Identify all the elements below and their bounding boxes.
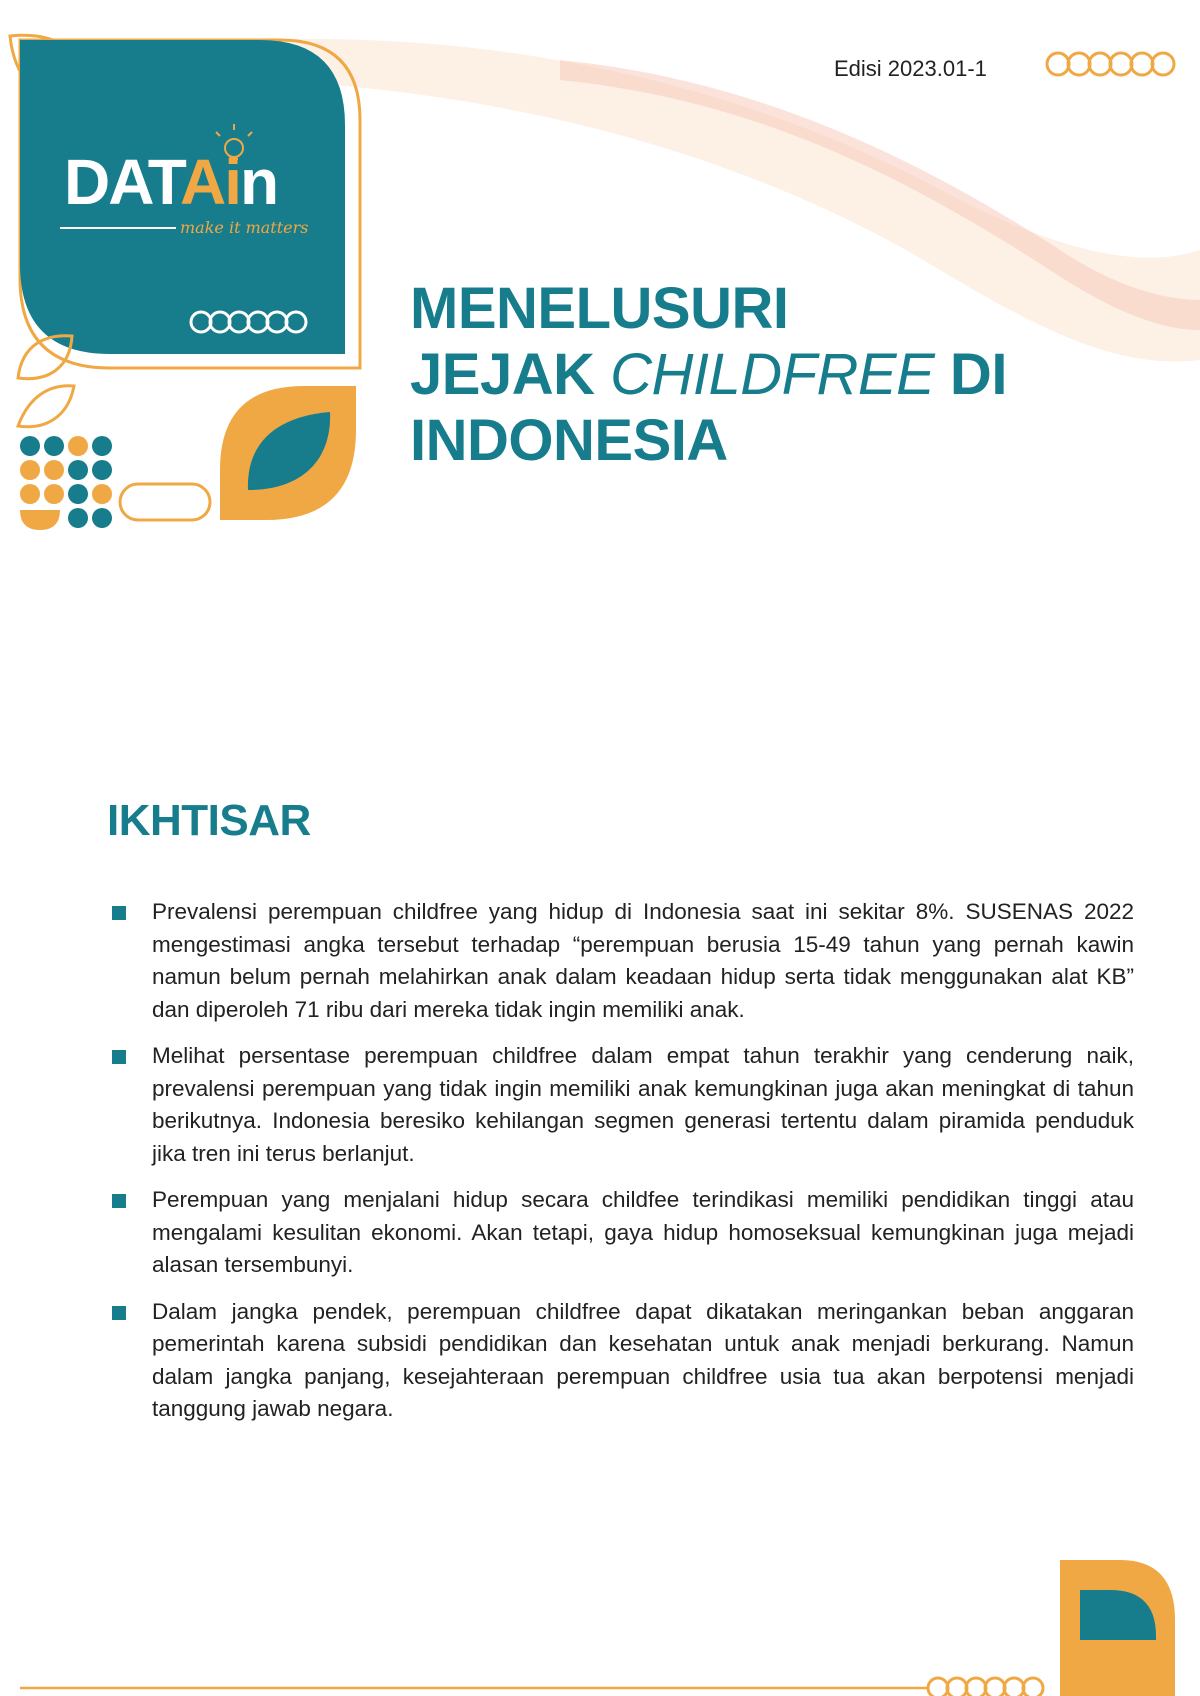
title-line-1: MENELUSURI [410, 276, 789, 341]
logo-part-1: DAT [64, 146, 181, 218]
ring-chain-top-right [1047, 53, 1174, 75]
summary-item [112, 1040, 1134, 1170]
title-line-3: INDONESIA [410, 408, 728, 473]
summary-item-text: Dalam jangka pendek, perempuan childfree dapat dikatakan meringankan beban anggaran pemerintah karena subsidi pendidikan dan kesehatan untuk anak menjadi berkurang. Namun dalam jangka panjang, kesejahteraan perempuan childfree usia tua akan berpotensi menjadi tanggung jawab negara. [152, 1298, 1134, 1421]
summary-item [112, 1296, 1134, 1426]
bullet-square-icon [112, 1194, 126, 1208]
bullet-square-icon [112, 1306, 126, 1320]
section-heading: IKHTISAR [107, 796, 311, 845]
logo-tagline: make it matters [180, 218, 309, 237]
ring-chain-footer [928, 1678, 1043, 1696]
title-line-2-suffix: DI [934, 342, 1007, 407]
logo-part-3: n [240, 146, 278, 218]
title-line-2-italic: CHILDFREE [610, 342, 935, 407]
logo [64, 146, 278, 218]
summary-item-text: Prevalensi perempuan childfree yang hidup di Indonesia saat ini sekitar 8%. SUSENAS 2022 mengestimasi angka tersebut terhadap “perempuan berusia 15-49 tahun yang pernah kawin namun belum pernah melahirkan anak dalam keadaan hidup serta tidak menggunakan alat KB” dan diperoleh 71 ribu dari mereka tidak ingin memiliki anak. [152, 899, 1134, 1022]
leaf-outline-left-2 [18, 386, 74, 427]
bullet-square-icon [112, 906, 126, 920]
logo-part-ai: Ai [180, 146, 241, 218]
summary-item-text: Melihat persentase perempuan childfree dalam empat tahun terakhir yang cenderung naik, prevalensi perempuan yang tidak ingin memiliki anak kemungkinan juga akan meningkat di tahun berikutnya. Indonesia beresiko kehilangan segmen generasi tertentu dalam piramida penduduk jika tren ini terus berlanjut. [152, 1043, 1134, 1166]
pill-outline [120, 484, 210, 520]
dot-grid [20, 436, 112, 530]
summary-list [112, 896, 1134, 1440]
summary-item-text: Perempuan yang menjalani hidup secara childfee terindikasi memiliki pendidikan tinggi atau mengalami kesulitan ekonomi. Akan tetapi, gaya hidup homoseksual kemungkinan juga mejadi alasan tersembunyi. [152, 1187, 1134, 1277]
summary-item [112, 896, 1134, 1026]
document-title [410, 276, 1007, 474]
title-line-2 [410, 342, 1007, 408]
title-line-2-prefix: JEJAK [410, 342, 611, 407]
bullet-square-icon [112, 1050, 126, 1064]
summary-item [112, 1184, 1134, 1282]
edition-label: Edisi 2023.01-1 [834, 56, 987, 81]
